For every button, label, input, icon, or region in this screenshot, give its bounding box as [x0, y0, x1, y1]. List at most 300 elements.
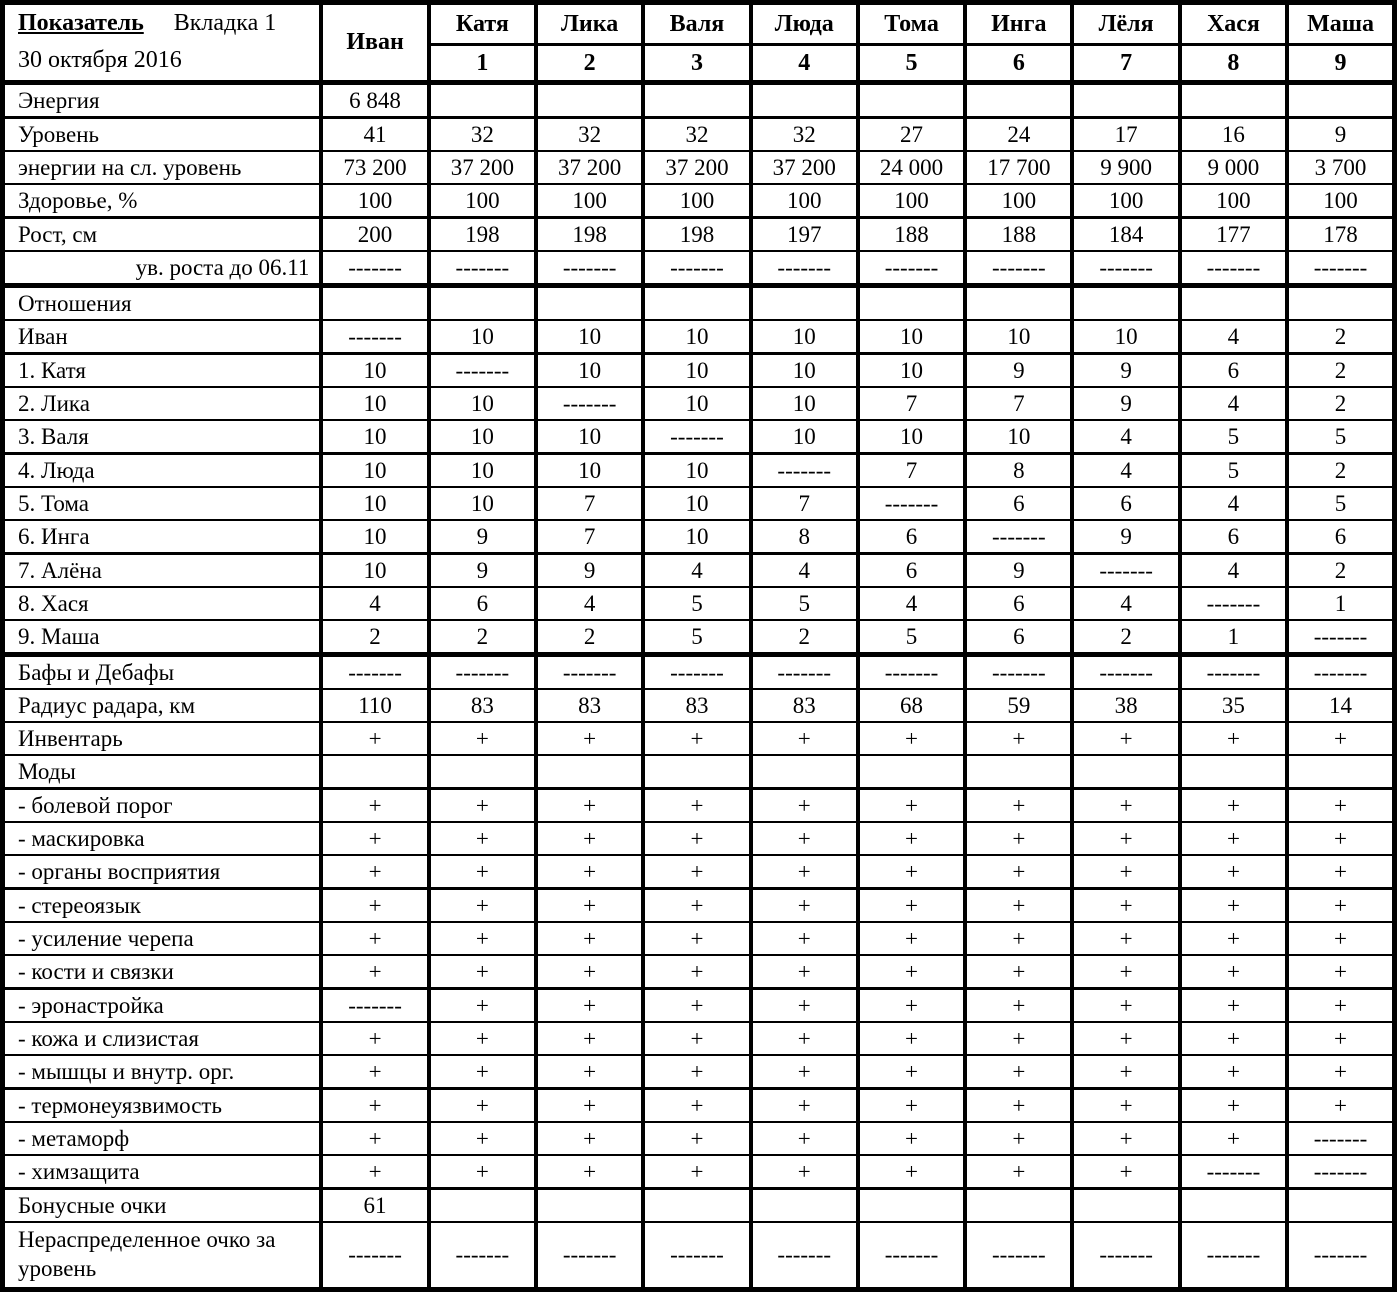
value-cell: + [536, 1022, 643, 1055]
value-cell [536, 755, 643, 789]
value-cell: + [1180, 1122, 1287, 1155]
value-cell: ------- [643, 1222, 750, 1290]
value-cell: 38 [1072, 689, 1179, 722]
value-cell: ------- [965, 655, 1072, 690]
value-cell: 10 [858, 320, 965, 354]
value-cell: + [1180, 1055, 1287, 1089]
value-cell [429, 755, 536, 789]
row-label: Энергия [3, 83, 322, 118]
value-cell: 37 200 [536, 151, 643, 184]
column-header: Иван [321, 3, 428, 83]
value-cell: + [965, 722, 1072, 755]
table-row [3, 822, 1395, 855]
value-cell: 100 [1180, 184, 1287, 218]
value-cell: + [321, 722, 428, 755]
value-cell: ------- [1180, 1155, 1287, 1189]
value-cell: 10 [751, 320, 858, 354]
value-cell: + [321, 1055, 428, 1089]
row-label: Здоровье, % [3, 184, 322, 218]
value-cell: + [429, 1155, 536, 1189]
value-cell: + [965, 1022, 1072, 1055]
value-cell: 32 [751, 118, 858, 152]
value-cell: 2 [1287, 354, 1394, 388]
value-cell [429, 286, 536, 321]
value-cell: 188 [858, 218, 965, 252]
value-cell: 1 [1180, 620, 1287, 655]
value-cell: 24 000 [858, 151, 965, 184]
value-cell: 4 [1180, 320, 1287, 354]
value-cell: 10 [321, 354, 428, 388]
value-cell: + [858, 889, 965, 923]
value-cell: + [1287, 989, 1394, 1023]
value-cell [536, 83, 643, 118]
value-cell: 10 [643, 487, 750, 520]
value-cell: + [1072, 1122, 1179, 1155]
table-row [3, 955, 1395, 989]
value-cell: 10 [751, 387, 858, 420]
table-row [3, 184, 1395, 218]
row-label: Нераспределенное очко за уровень [3, 1222, 322, 1290]
value-cell: 35 [1180, 689, 1287, 722]
value-cell: 16 [1180, 118, 1287, 152]
value-cell: 5 [643, 620, 750, 655]
value-cell: + [751, 1055, 858, 1089]
value-cell: 6 [965, 487, 1072, 520]
value-cell: 177 [1180, 218, 1287, 252]
value-cell: + [751, 955, 858, 989]
table-row [3, 1089, 1395, 1123]
table-row [3, 454, 1395, 488]
value-cell: + [1072, 1089, 1179, 1123]
row-label: 4. Люда [3, 454, 322, 488]
value-cell: + [751, 989, 858, 1023]
value-cell: + [1072, 889, 1179, 923]
value-cell: ------- [1072, 1222, 1179, 1290]
table-row [3, 789, 1395, 823]
value-cell: 10 [751, 354, 858, 388]
value-cell: 8 [751, 520, 858, 554]
value-cell: 5 [1287, 487, 1394, 520]
value-cell: 3 700 [1287, 151, 1394, 184]
value-cell [858, 1189, 965, 1223]
value-cell: 9 900 [1072, 151, 1179, 184]
value-cell: + [536, 722, 643, 755]
row-label: 8. Хася [3, 587, 322, 620]
value-cell: 5 [858, 620, 965, 655]
value-cell: 7 [751, 487, 858, 520]
value-cell: + [1287, 722, 1394, 755]
column-header: Люда [751, 3, 858, 45]
table-body [3, 83, 1395, 1290]
value-cell: 10 [751, 420, 858, 454]
value-cell: 110 [321, 689, 428, 722]
value-cell: ------- [643, 655, 750, 690]
table-header [3, 3, 1395, 83]
value-cell: + [751, 1122, 858, 1155]
value-cell: + [1287, 1022, 1394, 1055]
value-cell: + [1180, 955, 1287, 989]
value-cell: 6 [1287, 520, 1394, 554]
value-cell [1180, 83, 1287, 118]
value-cell [536, 1189, 643, 1223]
value-cell: + [536, 1122, 643, 1155]
row-label: - мышцы и внутр. орг. [3, 1055, 322, 1089]
value-cell [858, 83, 965, 118]
value-cell: 10 [536, 420, 643, 454]
value-cell: 10 [643, 454, 750, 488]
column-number: 9 [1287, 45, 1394, 83]
table-row [3, 1055, 1395, 1089]
table-row [3, 722, 1395, 755]
table-row [3, 1155, 1395, 1189]
table-row [3, 989, 1395, 1023]
table-row [3, 354, 1395, 388]
value-cell: ------- [643, 251, 750, 286]
value-cell: 24 [965, 118, 1072, 152]
value-cell: + [321, 822, 428, 855]
value-cell: 9 [965, 554, 1072, 588]
value-cell: + [1287, 889, 1394, 923]
value-cell: + [1180, 789, 1287, 823]
value-cell: 10 [965, 320, 1072, 354]
value-cell: + [858, 1155, 965, 1189]
value-cell [1287, 83, 1394, 118]
value-cell: ------- [536, 655, 643, 690]
table-row [3, 1022, 1395, 1055]
value-cell: + [1072, 1022, 1179, 1055]
row-label: - усиление черепа [3, 922, 322, 955]
value-cell: + [321, 955, 428, 989]
value-cell [858, 286, 965, 321]
value-cell: 100 [751, 184, 858, 218]
value-cell: + [536, 955, 643, 989]
value-cell: 9 [1072, 354, 1179, 388]
value-cell: + [643, 955, 750, 989]
value-cell: 4 [643, 554, 750, 588]
value-cell: + [643, 722, 750, 755]
value-cell: + [751, 1022, 858, 1055]
value-cell: 100 [429, 184, 536, 218]
value-cell [965, 1189, 1072, 1223]
value-cell: + [1072, 922, 1179, 955]
table-row [3, 151, 1395, 184]
value-cell: 17 [1072, 118, 1179, 152]
column-number: 6 [965, 45, 1072, 83]
row-label: Рост, см [3, 218, 322, 252]
table-row [3, 855, 1395, 889]
value-cell: 7 [536, 487, 643, 520]
value-cell: 2 [536, 620, 643, 655]
value-cell: + [536, 989, 643, 1023]
value-cell: 1 [1287, 587, 1394, 620]
value-cell: 83 [429, 689, 536, 722]
column-header: Тома [858, 3, 965, 45]
column-number: 3 [643, 45, 750, 83]
value-cell: + [1072, 855, 1179, 889]
column-number: 2 [536, 45, 643, 83]
value-cell: + [643, 989, 750, 1023]
value-cell: 83 [751, 689, 858, 722]
row-label: - химзащита [3, 1155, 322, 1189]
value-cell [1287, 755, 1394, 789]
value-cell [751, 1189, 858, 1223]
value-cell: + [643, 789, 750, 823]
value-cell: + [429, 922, 536, 955]
table-row [3, 118, 1395, 152]
value-cell: + [858, 722, 965, 755]
value-cell: 10 [429, 420, 536, 454]
row-label: ув. роста до 06.11 [3, 251, 322, 286]
value-cell: 10 [429, 387, 536, 420]
value-cell: + [643, 1155, 750, 1189]
row-label: - стереоязык [3, 889, 322, 923]
value-cell: 6 [858, 520, 965, 554]
value-cell: 61 [321, 1189, 428, 1223]
table-row [3, 387, 1395, 420]
value-cell: ------- [429, 1222, 536, 1290]
value-cell: 41 [321, 118, 428, 152]
value-cell: 9 [1072, 387, 1179, 420]
value-cell: + [1180, 722, 1287, 755]
value-cell [1180, 1189, 1287, 1223]
value-cell: + [965, 922, 1072, 955]
value-cell: 59 [965, 689, 1072, 722]
value-cell: + [536, 789, 643, 823]
value-cell: 10 [858, 354, 965, 388]
column-number: 8 [1180, 45, 1287, 83]
row-label: - эронастройка [3, 989, 322, 1023]
value-cell: 2 [1287, 454, 1394, 488]
table-row [3, 1189, 1395, 1223]
value-cell: + [965, 1155, 1072, 1189]
row-label: Иван [3, 320, 322, 354]
value-cell: + [1180, 822, 1287, 855]
value-cell: 4 [321, 587, 428, 620]
value-cell: + [429, 1055, 536, 1089]
table-title-cell [3, 3, 322, 83]
value-cell: + [751, 1089, 858, 1123]
value-cell: + [536, 855, 643, 889]
value-cell: + [1287, 955, 1394, 989]
value-cell: 4 [536, 587, 643, 620]
value-cell: 6 [965, 587, 1072, 620]
value-cell: + [429, 889, 536, 923]
value-cell: + [965, 1055, 1072, 1089]
value-cell: 9 [1072, 520, 1179, 554]
value-cell: 83 [536, 689, 643, 722]
table-row [3, 655, 1395, 690]
value-cell: ------- [751, 454, 858, 488]
value-cell: + [1287, 789, 1394, 823]
value-cell: + [965, 889, 1072, 923]
value-cell: + [643, 855, 750, 889]
value-cell: + [321, 889, 428, 923]
value-cell: + [321, 922, 428, 955]
value-cell: + [536, 1055, 643, 1089]
value-cell: + [1180, 922, 1287, 955]
value-cell: 7 [536, 520, 643, 554]
value-cell [1072, 83, 1179, 118]
row-label: Бафы и Дебафы [3, 655, 322, 690]
value-cell: ------- [321, 989, 428, 1023]
value-cell: + [858, 822, 965, 855]
value-cell: 4 [1180, 387, 1287, 420]
row-label: 2. Лика [3, 387, 322, 420]
value-cell: 83 [643, 689, 750, 722]
value-cell: 10 [321, 387, 428, 420]
table-row [3, 520, 1395, 554]
value-cell: 7 [858, 454, 965, 488]
value-cell: + [965, 989, 1072, 1023]
value-cell: 100 [965, 184, 1072, 218]
value-cell: 4 [1072, 420, 1179, 454]
value-cell: 2 [1287, 320, 1394, 354]
value-cell: 198 [536, 218, 643, 252]
value-cell: + [1180, 855, 1287, 889]
value-cell: ------- [536, 251, 643, 286]
value-cell: + [858, 1055, 965, 1089]
value-cell: 10 [643, 320, 750, 354]
value-cell: + [1072, 1155, 1179, 1189]
table-row [3, 689, 1395, 722]
value-cell [643, 755, 750, 789]
value-cell: 9 [965, 354, 1072, 388]
table-row [3, 320, 1395, 354]
value-cell: + [1180, 1022, 1287, 1055]
row-label: 1. Катя [3, 354, 322, 388]
value-cell: + [1287, 1055, 1394, 1089]
value-cell: + [321, 1089, 428, 1123]
value-cell: + [751, 789, 858, 823]
value-cell: + [643, 1122, 750, 1155]
value-cell: 5 [1180, 454, 1287, 488]
value-cell: + [1287, 1089, 1394, 1123]
value-cell: 197 [751, 218, 858, 252]
value-cell: ------- [1072, 554, 1179, 588]
value-cell [751, 286, 858, 321]
value-cell: ------- [1287, 1155, 1394, 1189]
column-number: 5 [858, 45, 965, 83]
value-cell: + [1072, 955, 1179, 989]
value-cell: + [858, 1089, 965, 1123]
value-cell: 4 [751, 554, 858, 588]
value-cell [429, 1189, 536, 1223]
value-cell: 6 [1180, 354, 1287, 388]
value-cell: 9 [429, 520, 536, 554]
value-cell: 7 [965, 387, 1072, 420]
row-label: Отношения [3, 286, 322, 321]
value-cell: ------- [965, 1222, 1072, 1290]
table-date: 30 октября 2016 [18, 47, 182, 73]
value-cell: ------- [751, 655, 858, 690]
value-cell: 200 [321, 218, 428, 252]
value-cell: + [536, 889, 643, 923]
value-cell [536, 286, 643, 321]
value-cell: 10 [536, 320, 643, 354]
value-cell: + [536, 922, 643, 955]
value-cell: ------- [536, 387, 643, 420]
value-cell: + [1072, 1055, 1179, 1089]
table-row [3, 922, 1395, 955]
value-cell: 37 200 [429, 151, 536, 184]
value-cell: ------- [1072, 251, 1179, 286]
row-label: Уровень [3, 118, 322, 152]
table-tab-label: Вкладка 1 [173, 10, 277, 36]
value-cell: 100 [321, 184, 428, 218]
value-cell: + [1072, 822, 1179, 855]
value-cell: ------- [1287, 620, 1394, 655]
value-cell: ------- [321, 1222, 428, 1290]
value-cell: 14 [1287, 689, 1394, 722]
value-cell: 188 [965, 218, 1072, 252]
value-cell [751, 755, 858, 789]
value-cell: 32 [536, 118, 643, 152]
value-cell [965, 83, 1072, 118]
value-cell: + [643, 889, 750, 923]
value-cell: + [536, 822, 643, 855]
value-cell: 27 [858, 118, 965, 152]
value-cell: 178 [1287, 218, 1394, 252]
value-cell [321, 755, 428, 789]
value-cell: 4 [1072, 454, 1179, 488]
value-cell: ------- [429, 655, 536, 690]
value-cell: + [536, 1089, 643, 1123]
value-cell: + [1072, 989, 1179, 1023]
value-cell: 5 [751, 587, 858, 620]
column-header: Маша [1287, 3, 1394, 45]
row-label: 9. Маша [3, 620, 322, 655]
table-row [3, 755, 1395, 789]
row-label: Моды [3, 755, 322, 789]
value-cell: 10 [536, 454, 643, 488]
value-cell: 9 [429, 554, 536, 588]
value-cell: + [751, 889, 858, 923]
value-cell: 6 848 [321, 83, 428, 118]
value-cell: 8 [965, 454, 1072, 488]
value-cell: 198 [643, 218, 750, 252]
value-cell: + [858, 989, 965, 1023]
value-cell: 4 [1072, 587, 1179, 620]
row-label: Радиус радара, км [3, 689, 322, 722]
value-cell: 32 [429, 118, 536, 152]
value-cell: 5 [1287, 420, 1394, 454]
value-cell: + [643, 922, 750, 955]
value-cell: + [858, 855, 965, 889]
value-cell: + [321, 1155, 428, 1189]
value-cell [965, 286, 1072, 321]
value-cell: + [429, 1022, 536, 1055]
value-cell: + [1287, 855, 1394, 889]
table-row [3, 1222, 1395, 1290]
table-row [3, 587, 1395, 620]
value-cell: 10 [643, 354, 750, 388]
column-header: Инга [965, 3, 1072, 45]
value-cell: 4 [1180, 554, 1287, 588]
row-label: - кости и связки [3, 955, 322, 989]
value-cell: ------- [321, 320, 428, 354]
column-number: 7 [1072, 45, 1179, 83]
value-cell: ------- [1287, 1122, 1394, 1155]
value-cell: + [858, 1022, 965, 1055]
table-row [3, 620, 1395, 655]
value-cell: + [965, 789, 1072, 823]
table-row [3, 286, 1395, 321]
value-cell: ------- [643, 420, 750, 454]
value-cell: + [643, 1022, 750, 1055]
value-cell: + [1072, 789, 1179, 823]
value-cell: 2 [1287, 387, 1394, 420]
value-cell: ------- [1287, 655, 1394, 690]
